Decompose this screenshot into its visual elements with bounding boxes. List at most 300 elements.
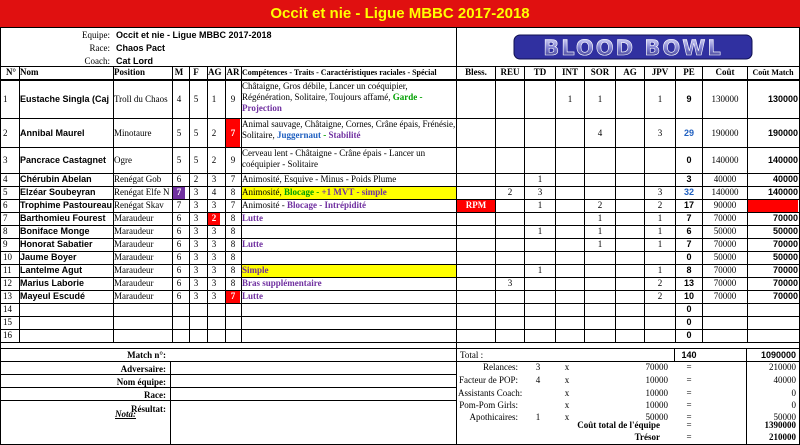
player-f: 3 <box>193 187 199 197</box>
player-m <box>173 304 185 316</box>
player-m: 6 <box>176 265 182 275</box>
player-bless <box>457 81 495 118</box>
player-position: Maraudeur <box>114 265 154 275</box>
cout-total-eq: = <box>686 420 692 430</box>
summary-eq: = <box>686 388 692 398</box>
player-pe: 0 <box>686 304 692 314</box>
player-jpv: 1 <box>657 213 663 223</box>
header-cout-match: Coût Match <box>752 68 794 77</box>
player-jpv: 2 <box>657 291 663 301</box>
player-skills <box>242 304 456 316</box>
player-sor: 1 <box>597 239 603 249</box>
player-nom: Eustache Singla (Caj <box>20 94 110 104</box>
player-num: 7 <box>3 213 8 223</box>
player-cout <box>703 304 747 316</box>
player-cout-match: 50000 <box>772 226 798 236</box>
player-reu <box>496 119 524 147</box>
total-label: Total : <box>460 350 484 360</box>
player-num: 13 <box>3 291 12 301</box>
summary-qty: 3 <box>535 362 541 372</box>
summary-x: x <box>564 388 570 398</box>
player-jpv: 1 <box>657 239 663 249</box>
player-ar: 8 <box>230 213 236 223</box>
total-pe: 140 <box>681 350 697 360</box>
player-reu <box>496 213 524 225</box>
summary-total: 40000 <box>773 375 796 385</box>
player-num: 3 <box>3 155 8 165</box>
player-jpv: 1 <box>657 226 663 236</box>
player-ag: 2 <box>208 213 220 225</box>
player-skills: Simple <box>242 265 456 277</box>
player-m: 6 <box>176 174 182 184</box>
grid-line <box>456 348 457 445</box>
player-cout-match: 140000 <box>767 155 798 165</box>
player-cout-match <box>748 304 798 316</box>
player-m: 6 <box>176 252 182 262</box>
player-td: 1 <box>537 200 543 210</box>
player-pe: 6 <box>686 226 692 236</box>
header-f: F <box>193 67 199 77</box>
grid-line <box>0 251 800 252</box>
grid-line <box>747 66 748 342</box>
player-ar: 8 <box>230 187 236 197</box>
player-skills: Lutte <box>242 291 263 301</box>
grid-line <box>0 400 456 401</box>
player-ar: 9 <box>230 94 236 104</box>
player-bless <box>457 291 495 303</box>
player-td <box>525 213 555 225</box>
coach-value: Cat Lord <box>116 56 153 66</box>
player-cout-match: 130000 <box>767 94 798 104</box>
player-reu <box>496 148 524 173</box>
player-position: Renégat Elfe N <box>114 187 170 197</box>
player-position <box>114 317 172 329</box>
player-sor <box>585 148 615 173</box>
player-pe: 7 <box>686 213 692 223</box>
tresor-label: Trésor <box>634 432 660 442</box>
player-pe: 7 <box>686 239 692 249</box>
player-cout: 40000 <box>713 174 737 184</box>
player-jpv <box>645 317 675 329</box>
player-ag2 <box>616 239 644 251</box>
player-ar: 7 <box>230 174 236 184</box>
player-jpv: 3 <box>657 128 663 138</box>
player-reu <box>496 291 524 303</box>
summary-label: Relances: <box>483 362 518 372</box>
coach-label: Coach: <box>84 56 110 66</box>
player-skills: Animosité, Esquive - Minus - Poids Plume <box>242 174 397 184</box>
player-int <box>556 317 584 329</box>
blood-bowl-logo <box>512 30 754 64</box>
race-match-label: Race: <box>144 390 166 400</box>
player-m: 6 <box>176 278 182 288</box>
player-num: 8 <box>3 226 8 236</box>
player-jpv: 2 <box>657 278 663 288</box>
player-ar: 7 <box>230 200 236 210</box>
player-ar: 8 <box>230 239 236 249</box>
player-sor: 2 <box>597 200 603 210</box>
player-cout: 90000 <box>713 200 737 210</box>
player-position: Maraudeur <box>114 278 154 288</box>
grid-line <box>189 66 190 342</box>
sheet-title: Occit et nie - Ligue MBBC 2017-2018 <box>0 0 800 27</box>
player-reu <box>496 330 524 342</box>
player-reu <box>496 265 524 277</box>
player-skills: Animosité - Blocage - Intrépidité <box>242 200 366 210</box>
player-position: Troll du Chaos <box>114 94 168 104</box>
player-ag2 <box>616 226 644 238</box>
summary-unit: 70000 <box>645 362 668 372</box>
player-skills: Lutte <box>242 239 263 249</box>
grid-line <box>0 348 800 349</box>
player-td: 1 <box>537 174 543 184</box>
summary-qty: 1 <box>535 412 541 422</box>
player-bless <box>457 226 495 238</box>
player-sor <box>585 304 615 316</box>
grid-line <box>207 66 208 342</box>
player-ag2 <box>616 304 644 316</box>
player-skills <box>242 317 456 329</box>
player-num: 16 <box>3 330 12 340</box>
player-ag: 3 <box>211 291 217 301</box>
equipe-label: Equipe: <box>82 30 110 40</box>
player-bless <box>457 119 495 147</box>
player-ag2 <box>616 278 644 290</box>
player-ar <box>226 317 240 329</box>
player-reu: 2 <box>507 187 513 197</box>
player-cout-match: 50000 <box>772 252 798 262</box>
player-f <box>190 317 202 329</box>
player-cout: 70000 <box>713 291 737 301</box>
player-nom: Marius Laborie <box>20 278 85 288</box>
player-cout: 70000 <box>713 213 737 223</box>
player-skills: Châtaigne, Gros débile, Lancer un coéquipier, Régénération, Solitaire, Toujours affamé, Garde - Projection <box>242 81 423 113</box>
player-ag: 2 <box>211 155 217 165</box>
nom-equipe-label: Nom équipe: <box>116 377 166 387</box>
player-num: 2 <box>3 128 8 138</box>
grid-line <box>644 66 645 342</box>
grid-line <box>456 66 457 342</box>
summary-label: Pom-Pom Girls: <box>459 400 518 410</box>
player-bless <box>457 265 495 277</box>
player-sor: 1 <box>597 226 603 236</box>
summary-total: 50000 <box>773 412 796 422</box>
player-pe: 32 <box>683 187 694 197</box>
logo-text: BLOOD BOWL <box>543 36 723 60</box>
player-td <box>525 278 555 290</box>
grid-line <box>0 329 800 330</box>
header-int: INT <box>561 67 578 77</box>
player-jpv <box>645 148 675 173</box>
player-cout: 130000 <box>711 94 739 104</box>
player-ag2 <box>616 119 644 147</box>
player-cout <box>703 330 747 342</box>
player-cout: 190000 <box>711 128 739 138</box>
player-ag2 <box>616 317 644 329</box>
grid-line <box>0 316 800 317</box>
header-reu: REU <box>500 67 520 77</box>
player-skills: Animal sauvage, Châtaigne, Cornes, Crâne épais, Frénésie, Solitaire, Juggernaut - Stabilité <box>242 119 456 140</box>
player-sor <box>585 265 615 277</box>
grid-line <box>702 66 703 342</box>
grid-line <box>0 238 800 239</box>
summary-eq: = <box>686 412 692 422</box>
player-f: 3 <box>193 239 199 249</box>
player-f: 5 <box>193 155 199 165</box>
summary-label: Apothicaires: <box>469 412 518 422</box>
player-skills <box>242 226 456 238</box>
grid-line <box>495 66 496 342</box>
player-pe: 0 <box>686 330 692 340</box>
player-int <box>556 200 584 212</box>
player-ag2 <box>616 213 644 225</box>
player-position: Maraudeur <box>114 291 154 301</box>
summary-total: 0 <box>791 400 796 410</box>
player-sor <box>585 330 615 342</box>
player-position: Maraudeur <box>114 213 154 223</box>
player-ar: 8 <box>230 252 236 262</box>
player-ag2 <box>616 174 644 186</box>
player-bless <box>457 252 495 264</box>
player-td <box>525 252 555 264</box>
player-bless <box>457 304 495 316</box>
player-f: 3 <box>193 226 199 236</box>
notes-label: Nota: <box>115 409 136 419</box>
player-skills: Cerveau lent - Châtaigne - Crâne épais - Lancer un coéquipier - Solitaire <box>242 148 426 169</box>
match-number-label: Match n°: <box>127 350 166 360</box>
player-cout: 50000 <box>713 252 737 262</box>
player-f: 5 <box>193 128 199 138</box>
grid-line <box>0 264 800 265</box>
player-td <box>525 119 555 147</box>
grid-line <box>0 199 800 200</box>
player-ag2 <box>616 330 644 342</box>
player-ag2 <box>616 200 644 212</box>
player-ar: 7 <box>226 291 240 303</box>
player-cout-match: 70000 <box>772 239 798 249</box>
grid-line <box>225 66 226 342</box>
header-pe: PE <box>683 67 695 77</box>
player-reu: 3 <box>507 278 513 288</box>
summary-unit: 50000 <box>645 412 668 422</box>
player-cout: 70000 <box>713 265 737 275</box>
player-jpv <box>645 252 675 264</box>
grid-line <box>674 348 675 361</box>
grid-line <box>172 66 173 342</box>
player-int <box>556 187 584 199</box>
header-position: Position <box>114 67 146 77</box>
player-pe: 9 <box>686 94 692 104</box>
player-f: 3 <box>193 252 199 262</box>
race-value: Chaos Pact <box>116 43 166 53</box>
summary-unit: 10000 <box>645 375 668 385</box>
player-pe: 0 <box>686 317 692 327</box>
player-nom <box>20 317 112 329</box>
summary-eq: = <box>686 362 692 372</box>
player-int <box>556 278 584 290</box>
grid-line <box>524 66 525 342</box>
player-m: 4 <box>176 94 182 104</box>
player-cout-match: 70000 <box>772 278 798 288</box>
player-ar: 9 <box>230 155 236 165</box>
grid-line <box>675 66 676 342</box>
player-sor <box>585 317 615 329</box>
player-m: 7 <box>176 200 182 210</box>
player-nom <box>20 330 112 342</box>
grid-line <box>0 374 456 375</box>
header-m: M <box>174 67 184 77</box>
player-cout <box>703 317 747 329</box>
player-position: Minotaure <box>114 128 152 138</box>
player-nom: Lantelme Agut <box>20 265 83 275</box>
player-ag2 <box>616 265 644 277</box>
player-reu <box>496 200 524 212</box>
player-bless <box>457 330 495 342</box>
player-f: 2 <box>193 174 199 184</box>
player-jpv <box>645 330 675 342</box>
player-position <box>114 330 172 342</box>
player-skills <box>242 252 456 264</box>
player-reu <box>496 81 524 118</box>
player-m: 6 <box>176 226 182 236</box>
player-m: 6 <box>176 213 182 223</box>
player-num: 11 <box>3 265 12 275</box>
player-cout: 50000 <box>713 226 737 236</box>
player-cout: 140000 <box>711 187 739 197</box>
player-skills: Animosité, Blocage - +1 MVT - simple <box>242 187 456 199</box>
player-reu <box>496 239 524 251</box>
player-nom: Trophime Pastoureau <box>20 200 113 210</box>
grid-line <box>615 66 616 342</box>
player-td <box>525 81 555 118</box>
player-pe: 0 <box>686 155 692 165</box>
player-num: 14 <box>3 304 12 314</box>
player-position: Ogre <box>114 155 132 165</box>
player-int <box>556 239 584 251</box>
player-bless <box>457 213 495 225</box>
tresor-eq: = <box>686 432 692 442</box>
player-pe: 29 <box>683 128 694 138</box>
player-td <box>525 330 555 342</box>
summary-unit: 10000 <box>645 400 668 410</box>
player-nom: Mayeul Escudé <box>20 291 86 301</box>
player-m: 5 <box>176 155 182 165</box>
player-int <box>556 119 584 147</box>
header-cout: Coût <box>715 67 735 77</box>
grid-line <box>555 66 556 342</box>
player-bless <box>457 174 495 186</box>
grid-line <box>0 303 800 304</box>
player-ar: 7 <box>226 119 240 147</box>
player-cout-match: 40000 <box>772 174 798 184</box>
player-int <box>556 265 584 277</box>
player-ag: 3 <box>211 265 217 275</box>
summary-x: x <box>564 375 570 385</box>
grid-line <box>0 173 800 174</box>
player-position: Maraudeur <box>114 252 154 262</box>
player-position: Maraudeur <box>114 239 154 249</box>
player-int <box>556 213 584 225</box>
player-ag2 <box>616 187 644 199</box>
player-position: Maraudeur <box>114 226 154 236</box>
player-ag2 <box>616 252 644 264</box>
grid-line <box>241 66 242 342</box>
player-ag: 3 <box>211 200 217 210</box>
player-num: 1 <box>3 94 8 104</box>
player-nom: Pancrace Castagnet <box>20 155 107 165</box>
player-cout-match <box>748 200 798 212</box>
tresor-value: 210000 <box>769 432 796 442</box>
player-bless: RPM <box>457 200 495 212</box>
player-f: 3 <box>193 278 199 288</box>
player-f: 3 <box>193 213 199 223</box>
player-sor <box>585 187 615 199</box>
player-td: 3 <box>537 187 543 197</box>
player-pe: 3 <box>686 174 692 184</box>
summary-eq: = <box>686 400 692 410</box>
player-jpv <box>645 304 675 316</box>
player-bless <box>457 239 495 251</box>
player-ag <box>208 330 220 342</box>
player-td: 1 <box>537 265 543 275</box>
player-sor <box>585 278 615 290</box>
player-int <box>556 148 584 173</box>
player-jpv: 3 <box>657 187 663 197</box>
player-nom: Chérubin Abelan <box>20 174 92 184</box>
header-num: N° <box>5 67 17 77</box>
player-int <box>556 291 584 303</box>
player-int <box>556 252 584 264</box>
cout-total-value: 1390000 <box>764 420 796 430</box>
summary-eq: = <box>686 375 692 385</box>
player-ag: 1 <box>211 94 217 104</box>
player-pe: 8 <box>686 265 692 275</box>
player-cout: 70000 <box>713 239 737 249</box>
player-m: 7 <box>173 187 185 199</box>
grid-line <box>0 147 800 148</box>
summary-x: x <box>564 400 570 410</box>
grid-line <box>0 225 800 226</box>
player-ar: 8 <box>230 265 236 275</box>
player-skills: Lutte <box>242 213 263 223</box>
player-jpv <box>645 174 675 186</box>
player-ag: 3 <box>211 278 217 288</box>
player-pe: 13 <box>683 278 694 288</box>
player-td <box>525 291 555 303</box>
header-sor: SOR <box>590 67 610 77</box>
player-bless <box>457 187 495 199</box>
header-ag: AG <box>208 67 222 77</box>
player-ag <box>208 317 220 329</box>
player-nom <box>20 304 112 316</box>
player-f: 3 <box>193 265 199 275</box>
summary-x: x <box>564 412 570 422</box>
summary-unit: 10000 <box>645 388 668 398</box>
grid-line <box>0 66 800 67</box>
player-ag: 3 <box>211 252 217 262</box>
player-cout-match <box>748 330 798 342</box>
race-label: Race: <box>89 43 110 53</box>
player-reu <box>496 252 524 264</box>
player-num: 6 <box>3 200 8 210</box>
player-cout-match <box>748 317 798 329</box>
player-num: 12 <box>3 278 12 288</box>
player-num: 5 <box>3 187 8 197</box>
header-nom: Nom <box>20 67 39 77</box>
player-reu <box>496 226 524 238</box>
summary-x: x <box>564 362 570 372</box>
player-ar: 8 <box>230 278 236 288</box>
